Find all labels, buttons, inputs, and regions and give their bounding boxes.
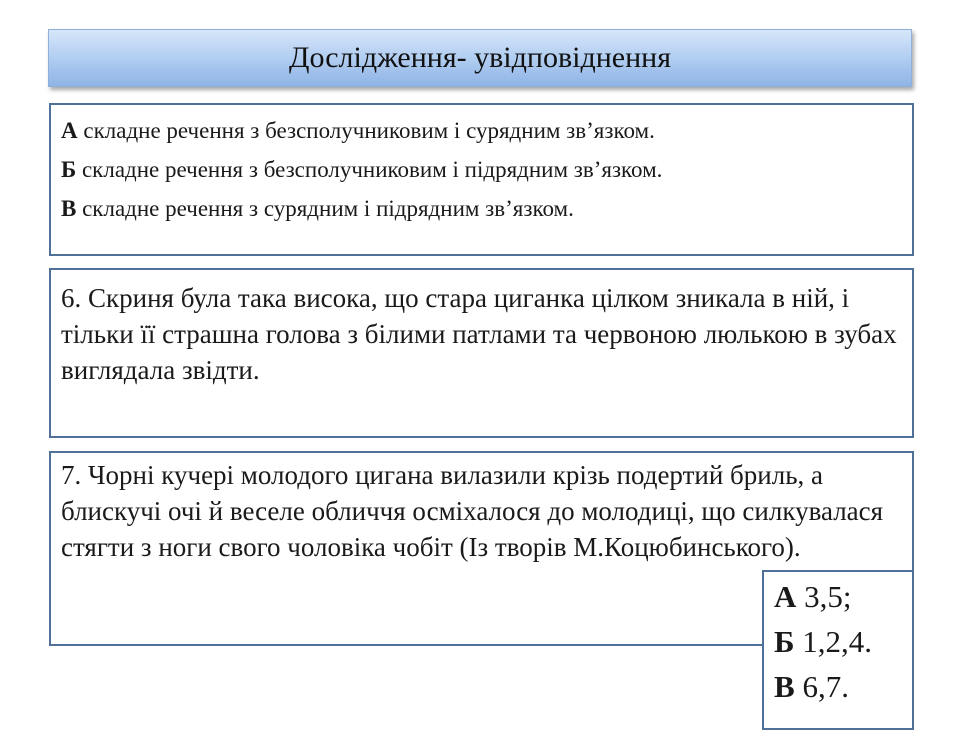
answer-a: [774, 574, 902, 619]
legend-item-v: [61, 189, 902, 228]
answer-letter: Б: [774, 624, 795, 659]
slide-title-text: Дослідження- увідповіднення: [288, 41, 671, 74]
legend-letter: Б: [61, 157, 77, 182]
legend-box: [49, 103, 914, 256]
answer-value: 3,5;: [796, 579, 852, 614]
legend-letter: А: [61, 118, 78, 143]
sentence-6-box: [49, 268, 914, 438]
legend-text: складне речення з безсполучниковим і сурядним зв’язком.: [77, 118, 655, 143]
legend-item-b: [61, 150, 902, 189]
answer-value: 6,7.: [794, 669, 849, 704]
legend-item-a: [61, 111, 902, 150]
answer-b: [774, 619, 902, 664]
answer-letter: В: [774, 669, 795, 704]
sentence-7-text: 7. Чорні кучері молодого цигана вилазили крізь подертий бриль, а блискучі очі й веселе обличчя осміхалося до молодиці, що силкувалася стягти з ноги свого чоловіка чобіт (Із творів М.Коцюбинського).: [61, 460, 884, 562]
answer-value: 1,2,4.: [794, 624, 872, 659]
slide-title: [48, 29, 912, 87]
legend-text: складне речення з сурядним і підрядним зв’язком.: [76, 196, 574, 221]
legend-letter: В: [61, 196, 77, 221]
answer-letter: А: [774, 579, 797, 614]
answer-box: [762, 570, 914, 730]
answer-v: [774, 664, 902, 709]
sentence-6-text: 6. Скриня була така висока, що стара циганка цілком зникала в ній, і тільки її страшна голова з білими патлами та червоною люлькою в зубах виглядала звідти.: [61, 283, 897, 385]
legend-text: складне речення з безсполучниковим і підрядним зв’язком.: [76, 157, 663, 182]
